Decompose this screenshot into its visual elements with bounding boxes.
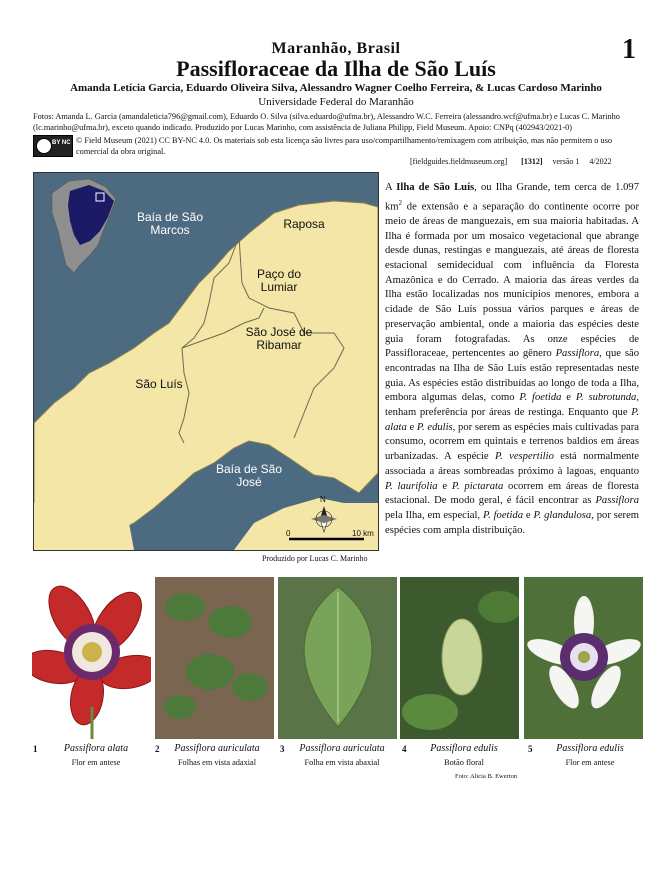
label-paco-do-lumiar: Paço do Lumiar: [256, 267, 302, 295]
institution: Universidade Federal do Maranhão: [258, 96, 414, 108]
label-baia-sao-jose: Baía de São José: [215, 462, 283, 490]
label-sao-jose-de-ribamar: São José de Ribamar: [245, 325, 313, 353]
scale-start: 0: [286, 529, 291, 538]
scale-end: 10 km: [352, 529, 374, 538]
intro-paragraph: A Ilha de São Luís, ou Ilha Grande, tem cerca de 1.097 $km^2$ de extensão e a separação do continente ocorre por meio de áreas de manguezais, em sua maioria habitadas. A Ilha é formada por um mosaico vegetacional que abrange desde dunas, restingas e manguezais, até áreas de floresta estacional semidecidual com influência da Floresta Amazônica e do Cerrado. A maioria das áreas verdes da Ilha estão localizadas nos municípios menores, embora a cidade de São Luís possua vários parques e áreas de preservação ambiental, onde a maioria das espécies deste guia foram fotografadas. As onze espécies de Passifloraceae, pertencentes ao gênero Passiflora, que são encontradas na Ilha de São Luís estão representadas neste guia. As espécies estão distribuídas ao longo de toda a Ilha, embora algumas delas, como P. foetida e P. subrotunda, tenham preferência por áreas de restinga. Enquanto que P. alata e P. edulis, por serem as espécies mais cultivadas para consumo, ocorrem em quintais e terrenos baldios em áreas urbanizadas. A espécie P. vespertilio está normalmente associada a áreas sombreadas próximo à lagoas, enquanto P. laurifolia e P. pictarata ocorrem em áreas de floresta estacional. De modo geral, é fácil encontrar as Passiflora pela Ilha, em especial, P. foetida e P. glandulosa, por serem espécies com ampla distribuição.: [385, 182, 640, 536]
caption-3-desc: Folha em vista abaxial: [304, 758, 380, 767]
caption-5-num: 5: [528, 744, 533, 754]
authors: Amanda Letícia Garcia, Eduardo Oliveira Silva, Alessandro Wagner Coelho Ferreira, & Lucas Cardoso Marinho: [70, 82, 602, 94]
date: 4/2022: [589, 157, 612, 166]
region-title: Maranhão, Brasil: [271, 40, 401, 57]
license-badge-label: BY NC: [52, 140, 71, 146]
caption-2-num: 2: [155, 744, 160, 754]
caption-5-name: Passiflora edulis: [556, 743, 624, 754]
version: versão 1: [552, 157, 580, 166]
photo-1: [32, 577, 151, 739]
guide-number: [1312]: [521, 157, 543, 166]
photo-3: [278, 577, 397, 739]
guide-info: [410, 157, 612, 166]
caption-5-desc: Flor em antese: [565, 758, 615, 767]
label-baia-sao-marcos: Baía de São Marcos: [136, 210, 204, 238]
photo-credits: Fotos: Amanda L. Garcia (amandaleticia796@gmail.com), Eduardo O. Silva (silva.eduardo@ufma.br), Alessandro W.C. Ferreira (alessandro.wcf@ufma.br) e Lucas C. Marinho (lc.marinho@ufma.br), exceto quando indicado. Produzido por Lucas Marinho, com assistência de Juliana Philipp, Field Museum. Apoio: CNPq (402943/2021-0): [33, 112, 620, 132]
photo-4: [400, 577, 519, 739]
caption-1-name: Passiflora alata: [63, 743, 129, 754]
caption-4-desc: Botão floral: [444, 758, 484, 767]
license-badge: [33, 135, 73, 157]
caption-2-desc: Folhas em vista adaxial: [177, 758, 257, 767]
caption-4-num: 4: [402, 744, 407, 754]
photo-2: [155, 577, 274, 739]
page-number: 1: [622, 34, 636, 65]
label-sao-luis: São Luís: [135, 377, 183, 391]
photo-5: [524, 577, 643, 739]
map-caption: Produzido por Lucas C. Marinho: [262, 554, 368, 563]
label-raposa: Raposa: [283, 217, 325, 231]
compass-label: N: [320, 495, 326, 504]
caption-4-name: Passiflora edulis: [430, 743, 498, 754]
cc-icon: [36, 138, 52, 154]
caption-1-num: 1: [33, 744, 38, 754]
website: [fieldguides.fieldmuseum.org]: [410, 157, 508, 166]
caption-1-desc: Flor em antese: [71, 758, 121, 767]
caption-3-name: Passiflora auriculata: [299, 743, 385, 754]
license-text: © Field Museum (2021) CC BY-NC 4.0. Os materiais sob esta licença são livres para uso/compartilhamento/remixagem com atribuição, mas não permitem o uso comercial da obra original.: [76, 136, 613, 156]
page-title: Passifloraceae da Ilha de São Luís: [176, 56, 496, 81]
caption-3-num: 3: [280, 744, 285, 754]
photo-credit: Foto: Alicia B. Ewerton: [455, 773, 518, 780]
island-map: [33, 172, 379, 551]
caption-2-name: Passiflora auriculata: [174, 743, 260, 754]
